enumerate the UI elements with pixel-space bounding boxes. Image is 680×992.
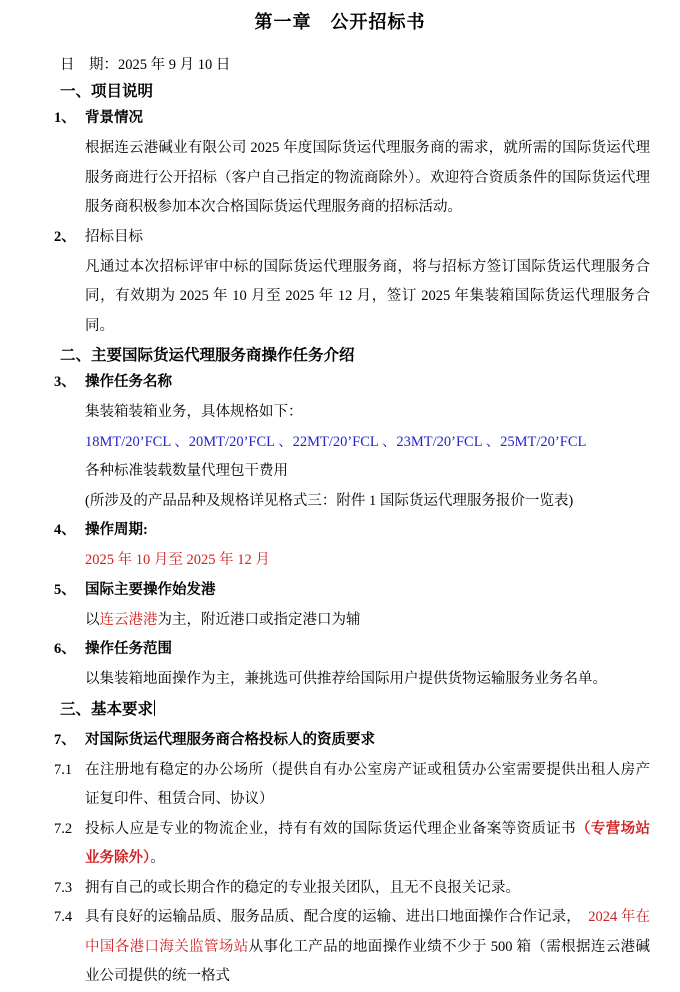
date-line: 日 期：2025 年 9 月 10 日 (60, 57, 231, 73)
item-1-paragraph: 根据连云港碱业有限公司 2025 年度国际货运代理服务商的需求，就所需的国际货运代理服务商进行公开招标（客户自己指定的物流商除外）。欢迎符合资质条件的国际货运代理服务商积极参加本次合格国际货运代理服务商的招标活动。 (85, 140, 650, 215)
item-6-heading: 操作任务范围 (85, 641, 172, 657)
subitem-7-4-text-post: 从事化工产品的地面操作业绩不少于 500 箱（需根据连云港碱业公司提供的统一格式 (85, 938, 651, 984)
item-3-heading: 操作任务名称 (85, 374, 172, 390)
item-4-heading: 操作周期: (85, 522, 148, 538)
subitem-7-2-text-pre: 投标人应是专业的物流企业，持有有效的国际货运代理企业备案等资质证书 (85, 820, 576, 837)
numbered-item-5 (54, 578, 650, 603)
item-3-paragraph-3: (所涉及的产品品种及规格详见格式三：附件 1 国际货运代理服务报价一览表) (85, 492, 574, 509)
item-5-text-post: 为主，附近港口或指定港口为辅 (157, 611, 361, 628)
subitem-7-4-text-pre: 具有良好的运输品质、服务品质、配合度的运输、进出口地面操作合作记录， (85, 909, 589, 925)
item-3-paragraph-2: 各种标准装载数量代理包干费用 (85, 463, 288, 479)
subitem-7-2-red-note: （专营场站业务除外） (85, 820, 650, 866)
text-cursor (154, 700, 155, 716)
subitem-7-1-text: 在注册地有稳定的办公场所（提供自有办公室房产证或租赁办公室需要提供出租人房产证复印件、租赁合同、协议） (85, 761, 650, 807)
item-6-number: 6、 (54, 641, 76, 657)
section-3-text: 三、基本要求 (60, 700, 154, 718)
section-heading-1: 一、项目说明 (60, 83, 154, 100)
subitem-7-3-text: 拥有自己的或长期合作的稳定的专业报关团队，且无不良报关记录。 (85, 879, 520, 896)
numbered-item-6 (54, 637, 650, 662)
item-2-number: 2、 (54, 228, 76, 245)
numbered-item-3 (54, 370, 650, 395)
document-title: 第一章 公开招标书 (254, 12, 426, 32)
subitem-7-4-text (85, 903, 650, 992)
item-5-text-pre: 以 (85, 611, 100, 628)
item-2-heading: 招标目标 (85, 228, 143, 245)
subitem-7-4-red-note: 2024 年在中国各港口海关监管场站 (85, 909, 651, 955)
subitem-7-1-number: 7.1 (54, 761, 73, 778)
subitem-7-3 (54, 874, 650, 904)
item-3-number: 3、 (54, 374, 76, 390)
item-5-number: 5、 (54, 581, 76, 598)
subitem-7-2-text-post: 。 (150, 850, 165, 866)
item-3-paragraph-1: 集装箱装箱业务，具体规格如下： (85, 404, 303, 420)
subitem-7-2-text (85, 815, 650, 874)
numbered-item-1 (54, 106, 650, 131)
numbered-item-2 (54, 225, 650, 250)
numbered-item-7 (54, 728, 650, 753)
subitem-7-2 (54, 815, 650, 874)
subitem-7-2-number: 7.2 (54, 820, 73, 837)
item-7-heading: 对国际货运代理服务商合格投标人的资质要求 (85, 731, 375, 748)
section-heading-3 (60, 697, 648, 722)
operation-period: 2025 年 10 月至 2025 年 12 月 (85, 552, 270, 568)
item-5-paragraph (85, 606, 650, 636)
numbered-item-4 (54, 518, 650, 543)
section-heading-2: 二、主要国际货运代理服务商操作任务介绍 (60, 347, 355, 364)
item-5-heading: 国际主要操作始发港 (85, 581, 216, 598)
item-2-paragraph: 凡通过本次招标评审中标的国际货运代理服务商，将与招标方签订国际货运代理服务合同，有效期为 2025 年 10 月至 2025 年 12 月，签订 2025 年集装箱国际货运代理服务合同。 (85, 258, 650, 334)
item-4-number: 4、 (54, 522, 76, 538)
item-7-number: 7、 (54, 731, 76, 748)
subitem-7-4 (54, 903, 650, 992)
port-name-highlight: 连云港港 (99, 611, 158, 628)
item-6-paragraph: 以集装箱地面操作为主，兼挑选可供推荐给国际用户提供货物运输服务业务名单。 (85, 671, 607, 687)
item-1-heading: 背景情况 (85, 110, 143, 126)
subitem-7-4-number: 7.4 (54, 909, 73, 925)
subitem-7-3-number: 7.3 (54, 879, 73, 896)
subitem-7-1 (54, 756, 650, 815)
container-spec-line: 18MT/20’FCL 、20MT/20’FCL 、22MT/20’FCL 、23MT/20’FCL 、25MT/20’FCL (85, 433, 587, 450)
item-1-number: 1、 (54, 110, 76, 126)
